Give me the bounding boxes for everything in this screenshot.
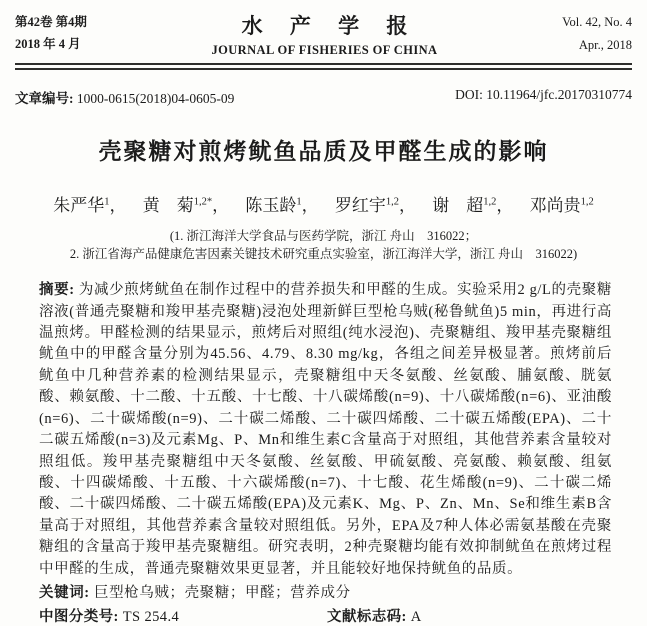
author-separator: ， xyxy=(301,196,319,215)
abstract-paragraph xyxy=(39,280,612,580)
author-separator: ， xyxy=(212,196,230,215)
clc-value: TS 254.4 xyxy=(122,608,180,625)
author-separator: ， xyxy=(109,196,127,215)
author-superscript: 1,2 xyxy=(385,196,399,208)
article-number-line xyxy=(15,87,234,107)
author-name: 朱严华 xyxy=(53,196,105,215)
document-code-line xyxy=(327,605,422,626)
doi-text: DOI: 10.11964/jfc.20170310774 xyxy=(455,87,632,102)
author-separator: ， xyxy=(496,196,514,215)
author-superscript: 1,2 xyxy=(483,196,497,208)
keywords-label: 关键词: xyxy=(39,584,94,601)
journal-title-cn: 水 产 学 报 xyxy=(241,14,419,38)
affiliation-line-2: 2. 浙江省海产品健康危害因素关键技术研究重点实验室，浙江海洋大学，浙江 舟山 316022) xyxy=(69,247,578,262)
author-separator: ， xyxy=(399,196,416,215)
clc-label: 中图分类号: xyxy=(39,608,123,625)
author xyxy=(245,196,318,215)
abstract-label: 摘要: xyxy=(39,282,79,299)
header-divider-rule xyxy=(15,63,632,70)
author-superscript: 1,2* xyxy=(193,196,213,208)
author xyxy=(432,196,513,215)
author xyxy=(143,196,229,215)
author xyxy=(335,196,416,215)
document-code-value: A xyxy=(410,608,422,625)
keywords-text: 巨型枪乌贼；壳聚糖；甲醛；营养成分 xyxy=(93,584,351,601)
article-number-value: 1000-0615(2018)04-0605-09 xyxy=(76,91,235,106)
issue-date-cn: 2018 年 4 月 xyxy=(15,37,81,51)
author-name: 邓尚贵 xyxy=(529,196,581,215)
author-name: 黄 菊 xyxy=(142,196,194,215)
author-superscript: 1 xyxy=(104,196,110,208)
author xyxy=(530,196,594,215)
affiliation-line-1: (1. 浙江海洋大学食品与医药学院，浙江 舟山 316022； xyxy=(169,229,478,243)
article-number-label: 文章编号: xyxy=(15,91,77,106)
journal-header xyxy=(15,10,632,58)
classification-row xyxy=(39,605,612,626)
issue-info-cn xyxy=(15,12,87,56)
author-superscript: 1 xyxy=(296,196,302,208)
keywords-line xyxy=(39,581,612,602)
author xyxy=(53,196,126,215)
abstract-text: 为减少煎烤鱿鱼在制作过程中的营养损失和甲醛的生成。实验采用2 g/L的壳聚糖溶液(普通壳聚糖和羧甲基壳聚糖)浸泡处理新鲜巨型枪乌贼(秘鲁鱿鱼)5 min，再进行高温煎烤。甲醛检测的结果显示，煎烤后对照组(纯水浸泡)、壳聚糖组、羧甲基壳聚糖组鱿鱼中的甲醛含量分别为45.56、4.79、8.30 mg/kg，各组之间差异极显著。煎烤前后鱿鱼中几种营养素的检测结果显示，壳聚糖组中天冬氨酸、丝氨酸、脯氨酸、胱氨酸、赖氨酸、十二酸、十五酸、十七酸、十八碳烯酸(n=9)、十八碳烯酸(n=6)、亚油酸(n=6)、二十碳烯酸(n=9)、二十碳二烯酸、二十碳四烯酸、二十碳五烯酸(EPA)、二十二碳五烯酸(n=3)及元素Mg、P、Mn和维生素C含量高于对照组，其他营养素含量较对照组低。羧甲基壳聚糖组中天冬氨酸、丝氨酸、甲硫氨酸、亮氨酸、赖氨酸、组氨酸、十四碳烯酸、十五酸、十六碳烯酸(n=7)、十七酸、花生烯酸(n=9)、二十碳二烯酸、二十碳四烯酸、二十碳五烯酸(EPA)及元素K、Mg、P、Zn、Mn、Se和维生素B含量高于对照组，其他营养素含量较对照组低。另外，EPA及7种人体必需氨基酸在壳聚糖组的含量高于羧甲基壳聚糖组。研究表明，2种壳聚糖均能有效抑制鱿鱼在煎烤过程中甲醛的生成，普通壳聚糖效果更显著，并且能较好地保持鱿鱼的品质。 xyxy=(39,282,612,577)
issue-date-en: Apr., 2018 xyxy=(578,38,632,52)
journal-title-en: JOURNAL OF FISHERIES OF CHINA xyxy=(211,43,438,57)
affiliations-block xyxy=(15,227,632,263)
author-name: 谢 超 xyxy=(432,196,484,215)
author-name: 陈玉龄 xyxy=(245,196,297,215)
issue-info-en xyxy=(562,11,632,57)
article-meta-row xyxy=(15,87,632,107)
author-superscript: 1,2 xyxy=(580,196,594,208)
journal-title-block xyxy=(87,10,562,58)
author-name: 罗红宇 xyxy=(334,196,386,215)
clc-line xyxy=(39,605,327,626)
paper-title: 壳聚糖对煎烤鱿鱼品质及甲醛生成的影响 xyxy=(98,139,549,164)
volume-info-en: Vol. 42, No. 4 xyxy=(562,14,632,29)
issue-number-cn: 第42卷 第4期 xyxy=(15,15,87,30)
authors-line xyxy=(15,191,632,216)
document-code-label: 文献标志码: xyxy=(327,608,411,625)
